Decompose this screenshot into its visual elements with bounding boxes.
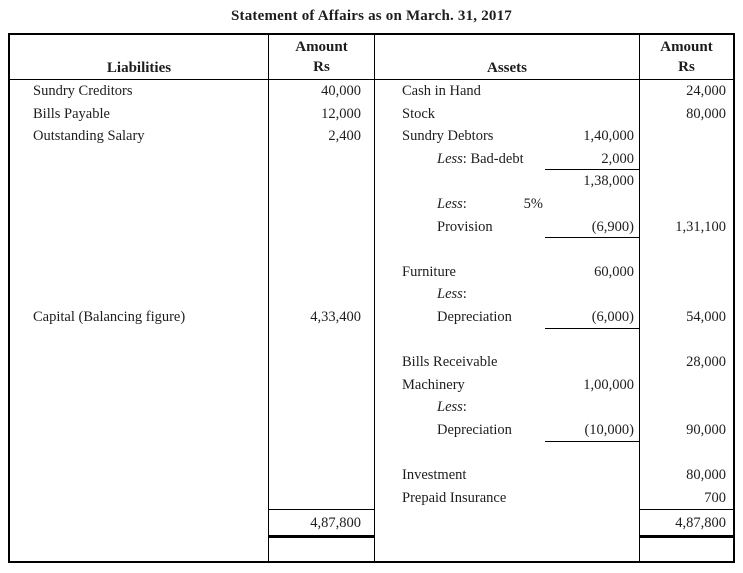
liability-label: [10, 487, 268, 510]
liability-label: Capital (Balancing figure): [33, 308, 186, 325]
asset-label-text: Cash in Hand: [402, 83, 481, 99]
asset-label: [375, 306, 545, 329]
asset-sub-amount: (6,000): [545, 306, 639, 329]
asset-amount: [639, 374, 733, 397]
liability-label: [10, 238, 268, 261]
table-body: [10, 80, 733, 509]
table-row: [10, 193, 733, 216]
totals-liability-label-cell: [10, 509, 268, 538]
table-row: [10, 148, 733, 171]
asset-sub-amount: [545, 442, 639, 465]
less-prefix: Less: [437, 399, 463, 416]
asset-sub-amount: (6,900): [545, 216, 639, 239]
asset-cell: [375, 238, 639, 261]
asset-cell: [375, 193, 639, 216]
liability-label: Bills Payable: [33, 105, 110, 122]
less-prefix: Less: [437, 286, 463, 303]
header-assets: [375, 35, 639, 79]
asset-amount: [639, 148, 733, 171]
liability-amount: [268, 487, 375, 510]
liability-label: [10, 193, 268, 216]
liability-label: [10, 261, 268, 284]
table-row: [10, 103, 733, 126]
asset-sub-amount: [545, 464, 639, 487]
empty-bottom-row: [10, 538, 733, 561]
asset-label: [375, 419, 545, 442]
asset-label: [375, 487, 545, 510]
asset-cell: [375, 216, 639, 239]
asset-sub-amount: 2,000: [545, 148, 639, 171]
asset-label-text: :: [462, 286, 467, 303]
liability-label: [10, 464, 268, 487]
asset-label: [375, 103, 545, 126]
asset-sub-amount: 1,38,000: [583, 173, 634, 190]
table-row: [10, 125, 733, 148]
asset-cell: [375, 261, 639, 284]
table-row: [10, 170, 733, 193]
asset-amount: [639, 396, 733, 419]
liability-amount: [268, 374, 375, 397]
asset-sub-amount: [545, 351, 639, 374]
asset-amount: 80,000: [639, 103, 733, 126]
liability-amount: 2,400: [268, 125, 375, 148]
asset-label: [375, 464, 545, 487]
asset-cell: [375, 170, 639, 193]
asset-sub-amount: (10,000): [545, 419, 639, 442]
asset-label: [375, 351, 545, 374]
asset-amount: [639, 125, 733, 148]
asset-label-text: : Bad-debt: [462, 150, 524, 167]
header-liabilities: [10, 35, 268, 79]
header-amount-right-label: Amount: [660, 39, 713, 55]
asset-label: [375, 216, 545, 239]
less-prefix: Less: [437, 195, 463, 212]
liability-label: [10, 396, 268, 419]
table-row: [10, 80, 733, 103]
asset-mid-value: 5%: [523, 195, 543, 212]
asset-sub-amount: 60,000: [594, 263, 634, 280]
total-assets-amount: 4,87,800: [639, 509, 733, 538]
liability-amount: [268, 329, 375, 352]
liability-label: [10, 329, 268, 352]
table-row: [10, 442, 733, 465]
asset-label: [375, 238, 545, 261]
table-row: [10, 306, 733, 329]
asset-label-text: Machinery: [402, 376, 465, 393]
liability-label: [10, 442, 268, 465]
asset-label: [375, 125, 545, 148]
asset-cell: [375, 103, 639, 126]
table-row: [10, 396, 733, 419]
asset-sub-amount: [545, 283, 639, 306]
liability-amount: [268, 396, 375, 419]
liability-amount: 40,000: [268, 80, 375, 103]
liability-amount: [268, 216, 375, 239]
table-row: [10, 283, 733, 306]
asset-cell: [375, 419, 639, 442]
asset-amount: 700: [639, 487, 733, 510]
header-assets-label: Assets: [487, 60, 527, 76]
asset-label-text: Bills Receivable: [402, 354, 498, 371]
asset-amount: 28,000: [639, 351, 733, 374]
table-row: [10, 261, 733, 284]
header-amount-left-label: Amount: [295, 39, 348, 55]
asset-cell: [375, 148, 639, 171]
asset-cell: [375, 374, 639, 397]
liability-amount: [268, 170, 375, 193]
liability-amount: [268, 442, 375, 465]
liability-amount: 4,33,400: [268, 306, 375, 329]
liability-amount: [268, 261, 375, 284]
liability-amount: [268, 193, 375, 216]
liability-label: [10, 283, 268, 306]
table-row: [10, 351, 733, 374]
asset-label-text: :: [462, 399, 467, 416]
asset-amount: 54,000: [639, 306, 733, 329]
table-row: [10, 487, 733, 510]
asset-amount: [639, 329, 733, 352]
asset-amount: 80,000: [639, 464, 733, 487]
asset-label: [375, 170, 545, 193]
asset-label-text: Depreciation: [437, 308, 512, 325]
asset-cell: [375, 306, 639, 329]
statement-table: [8, 33, 735, 563]
table-row: [10, 216, 733, 239]
totals-row: [10, 509, 733, 538]
liability-amount: [268, 148, 375, 171]
header-amount-right: [639, 35, 733, 79]
liability-label: Sundry Creditors: [33, 83, 133, 99]
header-currency-right-label: Rs: [678, 59, 695, 75]
liability-label: [10, 351, 268, 374]
asset-label: [375, 442, 545, 465]
liability-amount: [268, 464, 375, 487]
liability-amount: [268, 283, 375, 306]
liability-label: [10, 374, 268, 397]
asset-label-text: Stock: [402, 105, 436, 122]
asset-amount: 1,31,100: [639, 216, 733, 239]
table-header-row: [10, 35, 733, 80]
asset-cell: [375, 329, 639, 352]
total-liabilities-amount: 4,87,800: [268, 509, 375, 538]
table-row: [10, 419, 733, 442]
asset-amount: 24,000: [639, 80, 733, 103]
liability-label: Outstanding Salary: [33, 128, 145, 145]
asset-amount: [639, 283, 733, 306]
liability-label: [10, 148, 268, 171]
less-prefix: Less: [437, 150, 463, 167]
asset-sub-amount: [545, 103, 639, 126]
asset-sub-amount: [545, 329, 639, 352]
liability-amount: [268, 419, 375, 442]
asset-label: [375, 261, 545, 284]
asset-cell: [375, 487, 639, 510]
asset-amount: [639, 442, 733, 465]
header-currency-left-label: Rs: [313, 59, 330, 75]
asset-label: [375, 283, 545, 306]
asset-sub-amount: [545, 193, 639, 216]
liability-label: [10, 419, 268, 442]
asset-label: [375, 193, 545, 216]
asset-label: [375, 396, 545, 419]
asset-label-text: :: [462, 195, 467, 212]
asset-sub-amount: [545, 487, 639, 510]
asset-cell: [375, 464, 639, 487]
asset-sub-amount: [545, 396, 639, 419]
asset-label-text: Furniture: [402, 263, 456, 280]
liability-amount: [268, 238, 375, 261]
header-liabilities-label: Liabilities: [106, 60, 172, 76]
asset-amount: [639, 261, 733, 284]
asset-label: [375, 329, 545, 352]
asset-amount: [639, 170, 733, 193]
statement-title: Statement of Affairs as on March. 31, 2017: [230, 8, 512, 24]
asset-sub-amount: 1,40,000: [583, 128, 634, 145]
asset-label: [375, 374, 545, 397]
liability-label: [10, 170, 268, 193]
asset-cell: [375, 283, 639, 306]
asset-sub-amount: [545, 80, 639, 103]
asset-label-text: Depreciation: [437, 421, 512, 438]
asset-amount: [639, 238, 733, 261]
table-row: [10, 464, 733, 487]
liability-amount: 12,000: [268, 103, 375, 126]
asset-label-text: Prepaid Insurance: [402, 489, 507, 506]
totals-asset-label-cell: [375, 509, 639, 538]
asset-amount: [639, 193, 733, 216]
asset-cell: [375, 442, 639, 465]
asset-sub-amount: [545, 238, 639, 261]
asset-cell: [375, 351, 639, 374]
asset-cell: [375, 80, 639, 103]
table-row: [10, 238, 733, 261]
asset-label-text: Provision: [437, 218, 493, 235]
asset-sub-amount: 1,00,000: [583, 376, 634, 393]
liability-label: [10, 216, 268, 239]
asset-amount: 90,000: [639, 419, 733, 442]
liability-amount: [268, 351, 375, 374]
table-row: [10, 329, 733, 352]
asset-cell: [375, 125, 639, 148]
asset-label-text: Sundry Debtors: [402, 128, 494, 145]
asset-label: [375, 80, 545, 103]
table-row: [10, 374, 733, 397]
asset-cell: [375, 396, 639, 419]
asset-label: [375, 148, 545, 171]
asset-label-text: Investment: [402, 467, 467, 484]
header-amount-left: [268, 35, 375, 79]
